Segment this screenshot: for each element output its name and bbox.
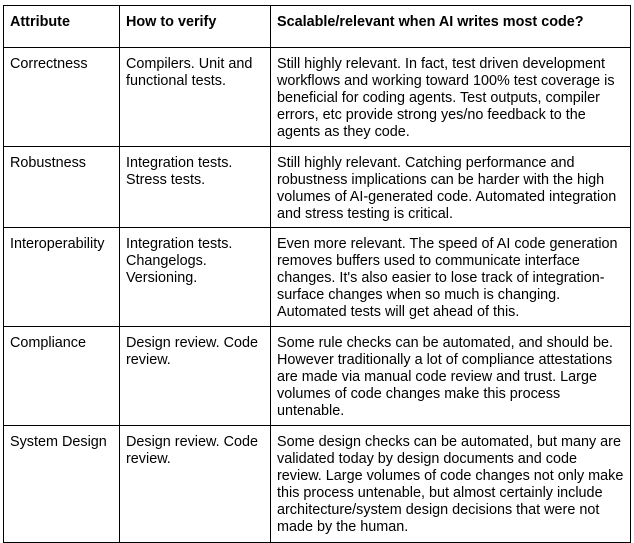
table-row-correctness <box>4 48 631 147</box>
cell-how-to-verify: Integration tests. Changelogs. Versioning. <box>120 228 271 327</box>
verification-table <box>3 5 631 543</box>
cell-attribute: System Design <box>4 426 120 543</box>
table-body <box>4 48 631 543</box>
header-scalable-relevant: Scalable/relevant when AI writes most code? <box>271 6 631 48</box>
cell-scalable-relevant: Still highly relevant. Catching performance and robustness implications can be harder with the high volumes of AI-generated code. Automated integration and stress testing is critical. <box>271 147 631 228</box>
header-attribute: Attribute <box>4 6 120 48</box>
cell-attribute: Compliance <box>4 327 120 426</box>
header-how-to-verify: How to verify <box>120 6 271 48</box>
cell-attribute: Interoperability <box>4 228 120 327</box>
header-row <box>4 6 631 48</box>
table-row-robustness <box>4 147 631 228</box>
table-row-interoperability <box>4 228 631 327</box>
cell-how-to-verify: Integration tests. Stress tests. <box>120 147 271 228</box>
table-header <box>4 6 631 48</box>
cell-scalable-relevant: Some design checks can be automated, but many are validated today by design documents and code review. Large volumes of code changes not only make this process untenable, but almost certainly include architecture/system design decisions that were not made by the human. <box>271 426 631 543</box>
table-row-system-design <box>4 426 631 543</box>
cell-how-to-verify: Design review. Code review. <box>120 327 271 426</box>
cell-attribute: Correctness <box>4 48 120 147</box>
table-row-compliance <box>4 327 631 426</box>
cell-how-to-verify: Compilers. Unit and functional tests. <box>120 48 271 147</box>
cell-attribute: Robustness <box>4 147 120 228</box>
cell-scalable-relevant: Still highly relevant. In fact, test driven development workflows and working toward 100% test coverage is beneficial for coding agents. Test outputs, compiler errors, etc provide strong yes/no feedback to the agents as they code. <box>271 48 631 147</box>
cell-scalable-relevant: Even more relevant. The speed of AI code generation removes buffers used to communicate interface changes. It's also easier to lose track of integration-surface changes when so much is changing. Automated tests will get ahead of this. <box>271 228 631 327</box>
cell-scalable-relevant: Some rule checks can be automated, and should be. However traditionally a lot of compliance attestations are made via manual code review and trust. Large volumes of code changes make this process untenable. <box>271 327 631 426</box>
cell-how-to-verify: Design review. Code review. <box>120 426 271 543</box>
